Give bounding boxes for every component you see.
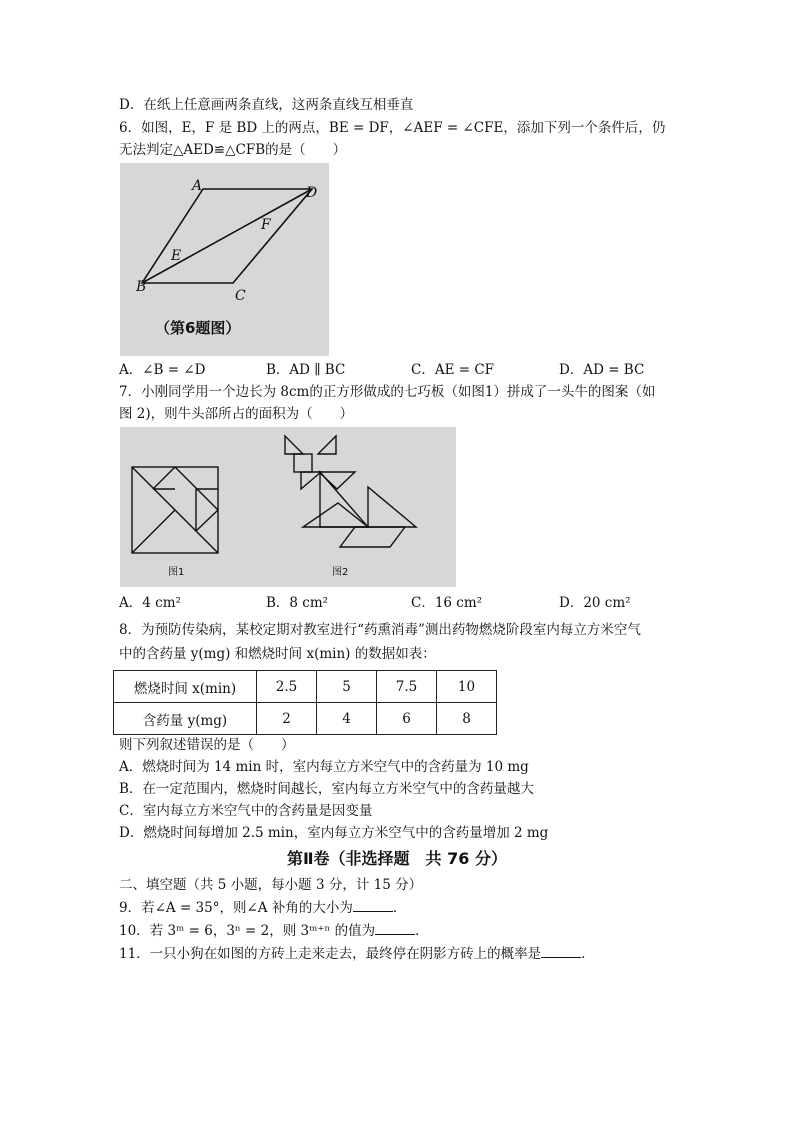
q8-option-d: D．燃烧时间每增加 2.5 min，室内每立方米空气中的含药量增加 2 mg	[119, 825, 549, 841]
q10-end: ．	[415, 923, 429, 939]
label-c: C	[235, 288, 246, 304]
table-cell: 4	[317, 703, 377, 735]
part2-title: 第Ⅱ卷（非选择题 共 76 分）	[287, 849, 507, 868]
q8-option-a: A．燃烧时间为 14 min 时，室内每立方米空气中的含药量为 10 mg	[119, 759, 529, 775]
fig1-label: 图1	[168, 567, 185, 578]
q10	[119, 922, 429, 940]
q8-question: 则下列叙述错误的是（ ）	[119, 737, 295, 753]
q5-option-d: D．在纸上任意画两条直线，这两条直线互相垂直	[119, 97, 414, 113]
table-row-header: 燃烧时间 x(min)	[114, 671, 257, 703]
table-cell: 8	[437, 703, 497, 735]
q6-figure	[120, 163, 329, 356]
q10-text: 10．若 3ᵐ = 6，3ⁿ = 2，则 3ᵐ⁺ⁿ 的值为	[119, 923, 376, 939]
q6-option-b: B．AD ∥ BC	[266, 362, 346, 378]
q8-stem-line1: 8．为预防传染病，某校定期对教室进行“药熏消毒”测出药物燃烧阶段室内每立方米空气	[119, 622, 641, 638]
label-d: D	[306, 185, 318, 201]
table-cell: 6	[377, 703, 437, 735]
q9	[119, 899, 406, 917]
q7-figure	[120, 427, 456, 587]
table-cell: 2	[257, 703, 317, 735]
q7-option-b: B．8 cm²	[266, 595, 329, 611]
table-cell: 10	[437, 671, 497, 703]
q8-data-table	[113, 670, 497, 735]
q7-option-a: A．4 cm²	[119, 595, 181, 611]
label-b: B	[136, 279, 147, 295]
q8-option-b: B．在一定范围内，燃烧时间越长，室内每立方米空气中的含药量越大	[119, 781, 534, 797]
table-cell: 7.5	[377, 671, 437, 703]
table-cell: 2.5	[257, 671, 317, 703]
label-f: F	[261, 217, 271, 233]
table-row	[114, 703, 497, 735]
q6-option-d: D．AD = BC	[559, 362, 645, 378]
q9-answer-blank[interactable]	[353, 899, 393, 912]
section2-heading: 二、填空题（共 5 小题，每小题 3 分，计 15 分）	[119, 877, 423, 893]
q7-stem-line2: 图 2)，则牛头部所占的面积为（ ）	[119, 406, 354, 422]
q6-option-a: A．∠B = ∠D	[119, 362, 206, 378]
table-cell: 5	[317, 671, 377, 703]
q6-stem-line2: 无法判定△AED≌△CFB的是（ ）	[119, 142, 347, 158]
label-e: E	[171, 248, 182, 264]
table-row	[114, 671, 497, 703]
q11-text: 11．一只小狗在如图的方砖上走来走去，最终停在阴影方砖上的概率是	[119, 946, 542, 962]
q10-answer-blank[interactable]	[375, 922, 415, 935]
q11-answer-blank[interactable]	[541, 945, 581, 958]
q11	[119, 945, 595, 963]
q7-option-d: D．20 cm²	[559, 595, 631, 611]
q9-text: 9．若∠A = 35°，则∠A 补角的大小为	[119, 900, 353, 916]
q9-end: ．	[392, 900, 407, 916]
q6-figure-caption: （第6题图）	[155, 319, 241, 337]
q6-stem-line1: 6．如图，E，F 是 BD 上的两点，BE = DF，∠AEF = ∠CFE，添加下列一个条件后，仍	[119, 120, 666, 136]
label-a: A	[192, 178, 203, 194]
fig2-label: 图2	[332, 567, 349, 578]
q8-option-c: C．室内每立方米空气中的含药量是因变量	[119, 803, 373, 819]
q11-end: ．	[581, 946, 595, 962]
q7-stem-line1: 7．小刚同学用一个边长为 8cm的正方形做成的七巧板（如图1）拼成了一头牛的图案（如	[119, 384, 656, 400]
q8-stem-line2: 中的含药量 y(mg) 和燃烧时间 x(min) 的数据如表：	[119, 646, 436, 662]
q7-option-c: C．16 cm²	[411, 595, 483, 611]
table-row-header: 含药量 y(mg)	[114, 703, 257, 735]
q6-option-c: C．AE = CF	[411, 362, 495, 378]
